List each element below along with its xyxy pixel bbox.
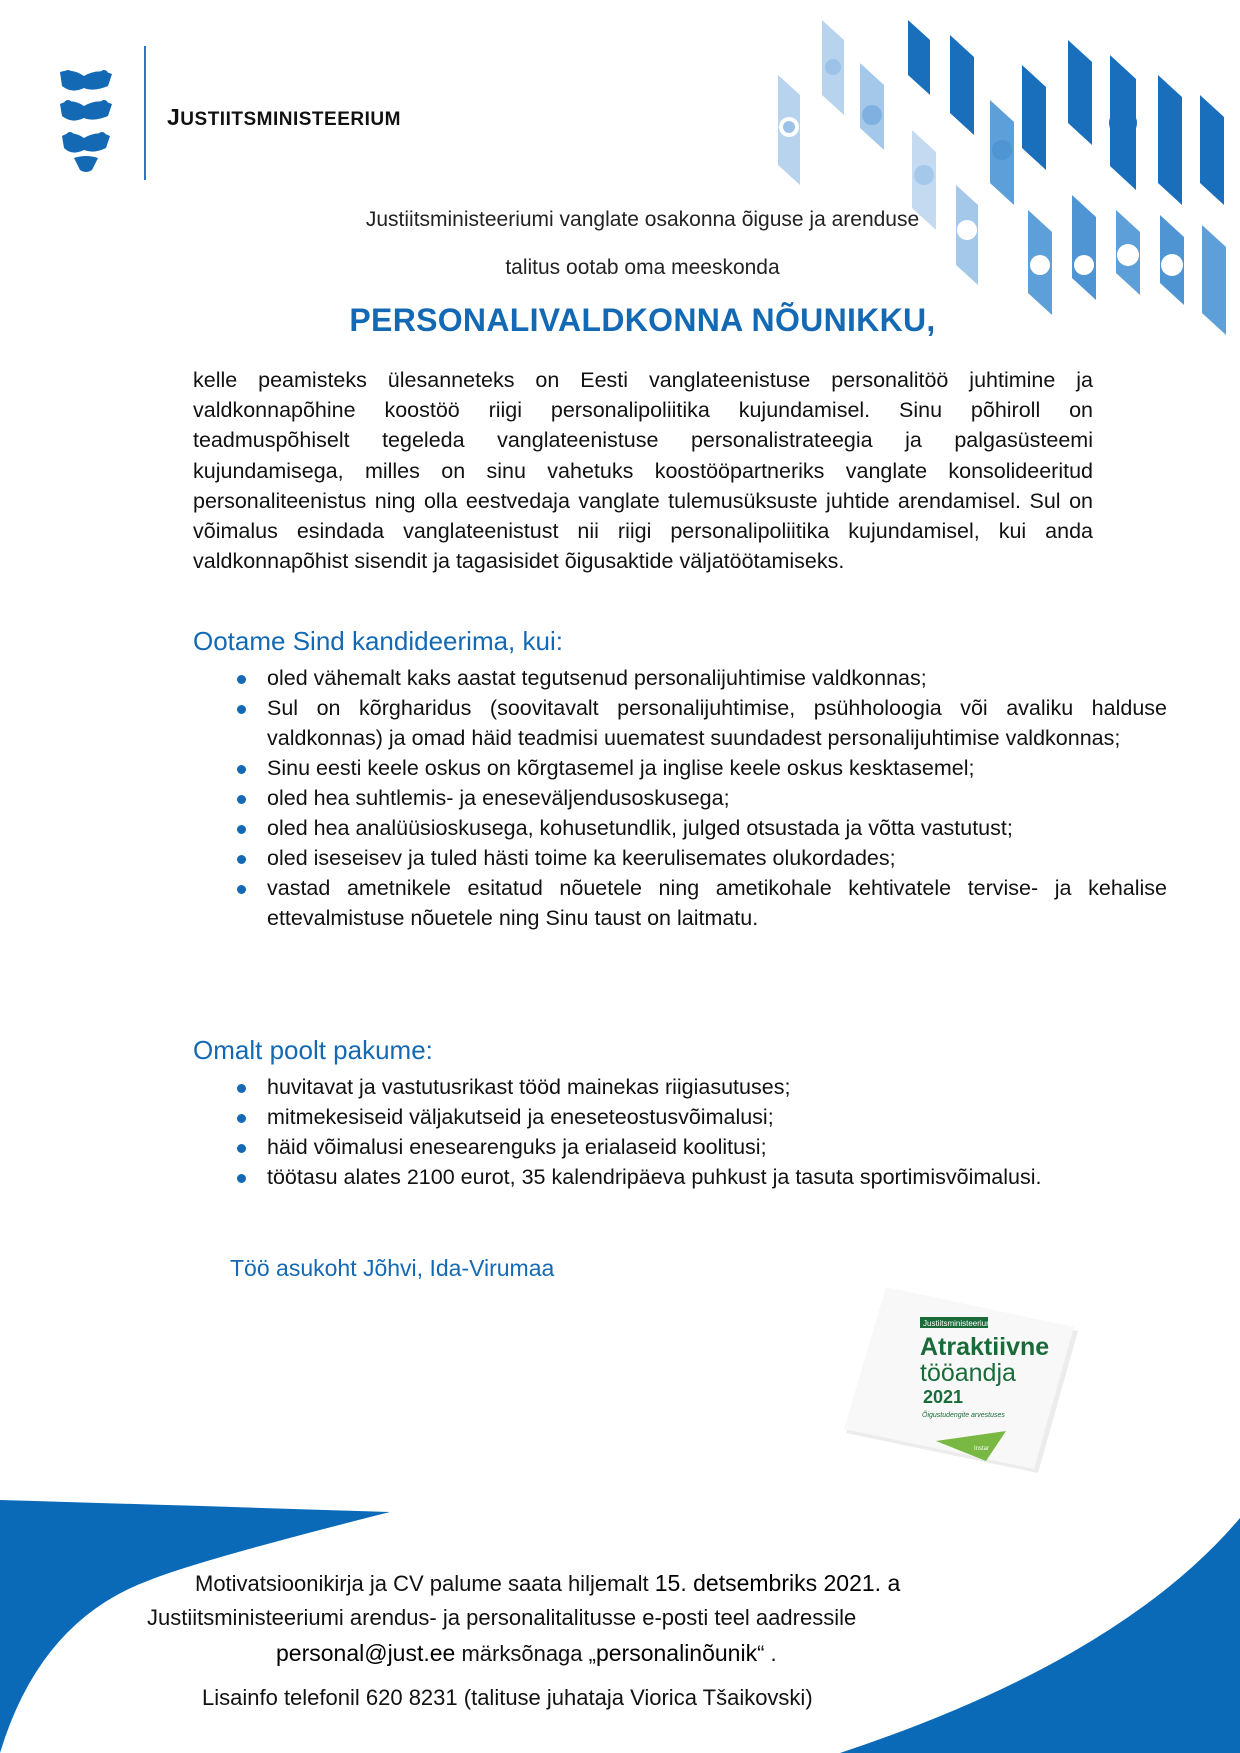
list-item: huvitavat ja vastutusrikast tööd mainekas riigiasutuses; xyxy=(267,1072,1167,1102)
keyword-close: “ . xyxy=(757,1641,777,1666)
logo-wordmark-rest: USTIITSMINISTEERIUM xyxy=(180,109,401,130)
badge-line-2: tööandja xyxy=(920,1359,1016,1387)
requirements-list xyxy=(193,663,1167,933)
badge-brand: Instar xyxy=(974,1446,990,1452)
keyword: personalinõunik xyxy=(595,1640,758,1666)
footer-line-2: Justiitsministeeriumi arendus- ja personalitalitusse e-posti teel aadressile xyxy=(147,1605,857,1630)
logo-divider xyxy=(144,46,146,180)
contact-info: Lisainfo telefonil 620 8231 (talituse juhataja Viorica Tšaikovski) xyxy=(202,1685,813,1710)
list-item: häid võimalusi enesearenguks ja erialaseid koolitusi; xyxy=(267,1132,1167,1162)
list-item: mitmekesiseid väljakutseid ja eneseteostusvõimalusi; xyxy=(267,1102,1167,1132)
decorative-pattern xyxy=(760,15,1230,345)
offers-list xyxy=(193,1072,1167,1192)
ministry-logo xyxy=(52,46,412,186)
footer-line-3 xyxy=(276,1640,777,1667)
footer-line-1-text: Motivatsioonikirja ja CV palume saata hiljemalt xyxy=(195,1571,655,1596)
badge-line-1: Atraktiivne xyxy=(920,1333,1050,1361)
application-instructions xyxy=(0,1570,1240,1750)
intro-line-1: Justiitsministeeriumi vanglate osakonna õiguse ja arenduse xyxy=(365,208,920,231)
attractive-employer-badge xyxy=(838,1283,1088,1483)
list-item: töötasu alates 2100 eurot, 35 kalendripäeva puhkust ja tasuta sportimisvõimalusi. xyxy=(267,1162,1167,1192)
intro-line-2: talitus ootab oma meeskonda xyxy=(505,256,780,279)
list-item: vastad ametnikele esitatud nõuetele ning ametikohale kehtivatele tervise- ja kehalise ettevalmistuse nõuetele ning Sinu taust on laitmatu. xyxy=(267,873,1167,933)
logo-wordmark xyxy=(167,104,401,131)
offers-title: Omalt poolt pakume: xyxy=(193,1035,433,1065)
coat-of-arms-icon xyxy=(54,66,118,176)
list-item: oled hea suhtlemis- ja eneseväljendusoskusega; xyxy=(267,783,1167,813)
deadline: 15. detsembriks 2021. a xyxy=(654,1570,901,1596)
badge-tag: Justiitsministeerium xyxy=(923,1319,993,1328)
job-title: PERSONALIVALDKONNA NÕUNIKKU, xyxy=(349,302,936,338)
email-address: personal@just.ee xyxy=(276,1640,456,1666)
requirements-title: Ootame Sind kandideerima, kui: xyxy=(193,626,563,656)
logo-wordmark-initial: J xyxy=(167,104,181,130)
list-item: Sinu eesti keele oskus on kõrgtasemel ja inglise keele oskus kesktasemel; xyxy=(267,753,1167,783)
list-item: oled hea analüüsioskusega, kohusetundlik, julged otsustada ja võtta vastutust; xyxy=(267,813,1167,843)
badge-subtitle: Õigustudengite arvestuses xyxy=(922,1412,1005,1419)
list-item: oled iseseisev ja tuled hästi toime ka keerulisemates olukordades; xyxy=(267,843,1167,873)
list-item: oled vähemalt kaks aastat tegutsenud personalijuhtimise valdkonnas; xyxy=(267,663,1167,693)
footer-line-1 xyxy=(195,1570,900,1597)
job-location: Töö asukoht Jõhvi, Ida-Virumaa xyxy=(230,1255,555,1281)
badge-year: 2021 xyxy=(923,1387,964,1407)
keyword-intro: märksõnaga „ xyxy=(455,1641,596,1666)
list-item: Sul on kõrgharidus (soovitavalt personalijuhtimise, psühholoogia või avaliku halduse valdkonnas) ja omad häid teadmisi uuematest suundadest personalijuhtimise valdkonnas; xyxy=(267,693,1167,753)
job-description: kelle peamisteks ülesanneteks on Eesti vanglateenistuse personalitöö juhtimine ja valdkonnapõhine koostöö riigi personalipoliitika kujundamisel. Sinu põhiroll on teadmuspõhiselt tegeleda vanglateenistuse personalistrateegia ja palgasüsteemi kujundamisega, milles on sinu vahetuks koostööpartneriks vanglate konsolideeritud personaliteenistus ning olla eestvedaja vanglate tulemusüksuste juhtide arendamisel. Sul on võimalus esindada vanglateenistust nii riigi personalipoliitika kujundamisel, kui anda valdkonnapõhist sisendit ja tagasisidet õigusaktide väljatöötamiseks. xyxy=(193,368,1093,574)
